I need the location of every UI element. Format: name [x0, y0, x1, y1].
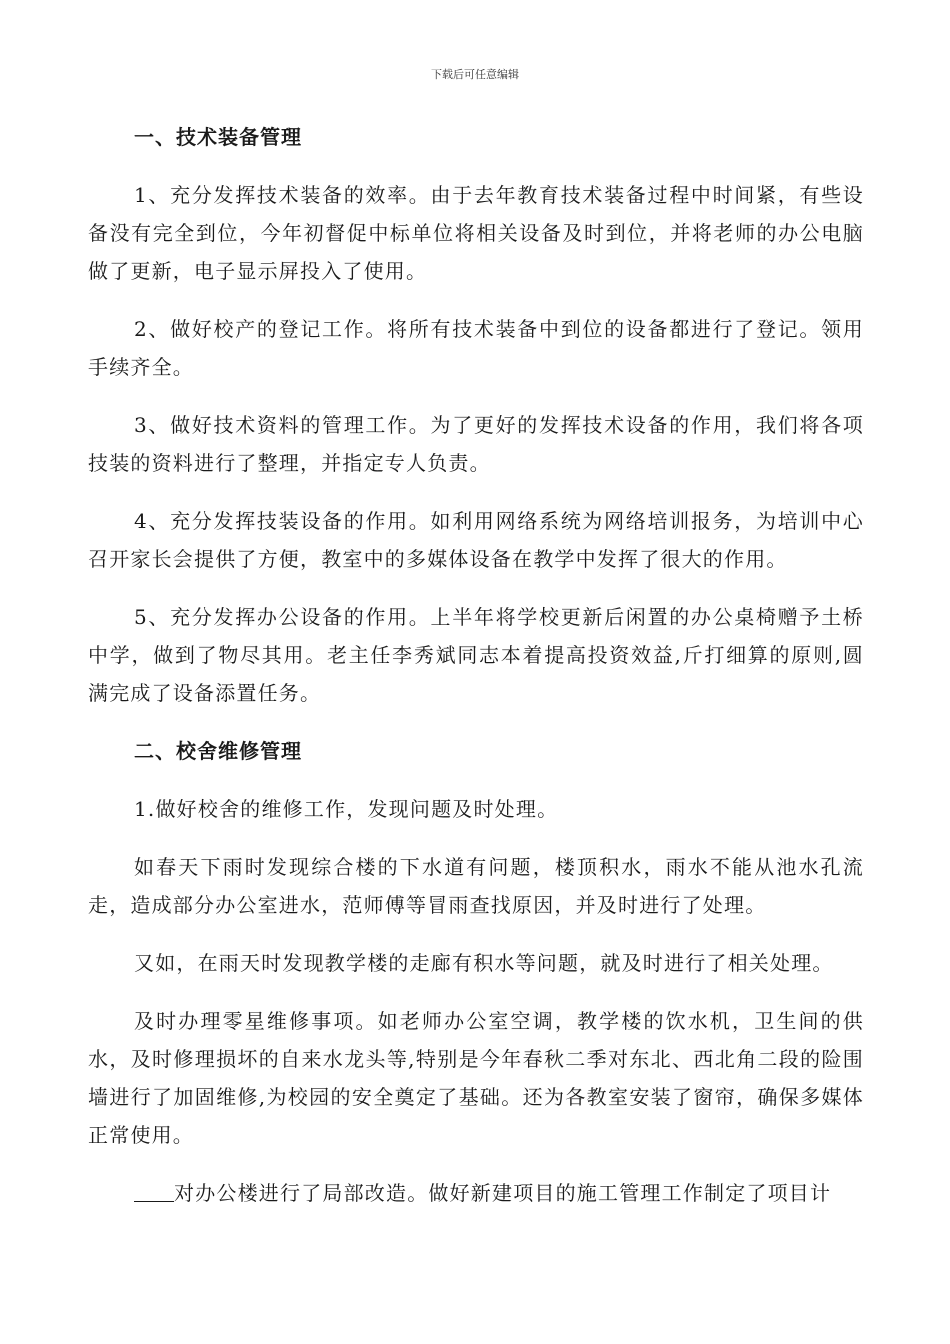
paragraph: 1、充分发挥技术装备的效率。由于去年教育技术装备过程中时间紧，有些设备没有完全到位，今年初督促中标单位将相关设备及时到位，并将老师的办公电脑做了更新，电子显示屏投入了使用。 [88, 183, 864, 283]
paragraph: 如春天下雨时发现综合楼的下水道有问题，楼顶积水，雨水不能从池水孔流走，造成部分办公室进水，范师傅等冒雨查找原因，并及时进行了处理。 [88, 855, 864, 917]
page-header-note: 下载后可任意编辑 [431, 68, 519, 81]
paragraph: 4、充分发挥技装设备的作用。如利用网络系统为网络培训报务，为培训中心召开家长会提供了方便，教室中的多媒体设备在教学中发挥了很大的作用。 [88, 509, 864, 571]
blank-underline [134, 1200, 174, 1202]
section-heading-equipment: 一、技术装备管理 [134, 125, 302, 149]
paragraph: 2、做好校产的登记工作。将所有技术装备中到位的设备都进行了登记。领用手续齐全。 [88, 317, 864, 379]
paragraph: 5、充分发挥办公设备的作用。上半年将学校更新后闲置的办公桌椅赠予土桥中学，做到了物尽其用。老主任李秀斌同志本着提高投资效益,斤打细算的原则,圆满完成了设备添置任务。 [88, 605, 864, 705]
paragraph: 3、做好技术资料的管理工作。为了更好的发挥技术设备的作用，我们将各项技装的资料进行了整理，并指定专人负责。 [88, 413, 864, 475]
paragraph: 及时办理零星维修事项。如老师办公室空调，教学楼的饮水机，卫生间的供水，及时修理损坏的自来水龙头等,特别是今年春秋二季对东北、西北角二段的险围墙进行了加固维修,为校园的安全奠定了基础。还为各教室安装了窗帘，确保多媒体正常使用。 [88, 1009, 864, 1147]
document-body [88, 118, 864, 1212]
section-heading-maintenance: 二、校舍维修管理 [134, 739, 302, 763]
paragraph-last-text: 对办公楼进行了局部改造。做好新建项目的施工管理工作制定了项目计 [174, 1181, 832, 1205]
paragraph-last [88, 1174, 864, 1212]
paragraph: 又如，在雨天时发现教学楼的走廊有积水等问题，就及时进行了相关处理。 [134, 951, 834, 975]
paragraph: 1.做好校舍的维修工作，发现问题及时处理。 [134, 797, 559, 821]
